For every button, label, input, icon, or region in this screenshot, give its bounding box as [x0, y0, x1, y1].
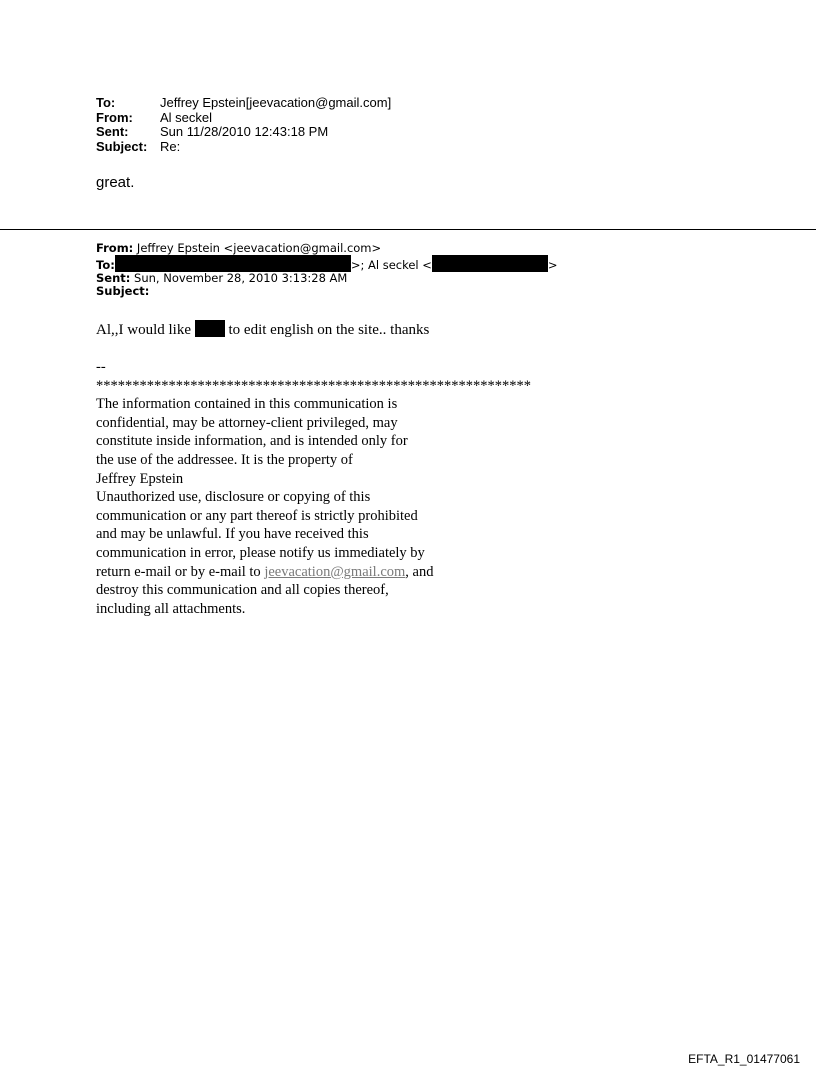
signature-stars: ************************************************************	[96, 377, 531, 394]
document-id: EFTA_R1_01477061	[688, 1052, 800, 1066]
divider	[0, 229, 816, 230]
signature-line: and may be unlawful. If you have received this	[96, 526, 369, 543]
from-value: Al seckel	[160, 109, 213, 125]
quoted-from-label: From:	[96, 241, 134, 255]
sent-value: Sun 11/28/2010 12:43:18 PM	[160, 124, 329, 139]
subject-value: Re:	[160, 138, 181, 154]
signature-line: communication in error, please notify us immediately by	[96, 544, 425, 561]
subject-label: Subject:	[96, 138, 148, 154]
signature-block	[96, 358, 531, 618]
reply-body: great.	[96, 174, 135, 191]
signature-line: constitute inside information, and is intended only for	[96, 433, 408, 450]
signature-line: Jeffrey Epstein	[96, 470, 184, 487]
from-row	[96, 111, 391, 126]
signature-line: communication or any part thereof is strictly prohibited	[96, 507, 418, 524]
quoted-subject-row	[96, 285, 558, 298]
sent-label: Sent:	[96, 124, 129, 139]
quoted-sent-row	[96, 272, 558, 285]
quoted-to-middle: >; Al seckel <	[350, 258, 432, 272]
email-link[interactable]: jeevacation@gmail.com	[264, 563, 406, 580]
redaction-box	[195, 320, 225, 337]
redaction-box	[115, 255, 351, 272]
quoted-text-before: Al,,I would like	[96, 322, 195, 338]
quoted-text-after: to edit english on the site.. thanks	[224, 322, 430, 338]
signature-line: confidential, may be attorney-client privileged, may	[96, 414, 398, 431]
from-label: From:	[96, 109, 133, 125]
quoted-from-value: Jeffrey Epstein <jeevacation@gmail.com>	[133, 241, 382, 255]
to-row	[96, 96, 391, 111]
quoted-to-row	[96, 255, 558, 272]
quoted-to-label: To:	[96, 258, 115, 272]
signature-return-line	[96, 563, 531, 582]
signature-line: the use of the addressee. It is the property of	[96, 451, 353, 468]
to-label: To:	[96, 95, 116, 110]
redaction-box	[432, 255, 548, 272]
signature-line: The information contained in this communication is	[96, 396, 398, 413]
sent-row	[96, 125, 391, 140]
quoted-to-end: >	[547, 258, 558, 272]
to-value: Jeffrey Epstein[jeevacation@gmail.com]	[160, 95, 392, 110]
quoted-header	[96, 242, 558, 298]
signature-line: destroy this communication and all copies thereof,	[96, 582, 389, 599]
email-header	[96, 96, 391, 154]
quoted-subject-label: Subject:	[96, 284, 150, 298]
subject-row	[96, 140, 391, 155]
quoted-sent-value: Sun, November 28, 2010 3:13:28 AM	[130, 271, 348, 285]
return-text-after: , and	[405, 563, 434, 580]
quoted-message	[96, 320, 429, 339]
signature-line: including all attachments.	[96, 600, 246, 617]
quoted-from-row	[96, 242, 558, 255]
signature-line: Unauthorized use, disclosure or copying of this	[96, 489, 371, 506]
quoted-sent-label: Sent:	[96, 271, 131, 285]
return-text: return e-mail or by e-mail to	[96, 563, 265, 580]
signature-dashes: --	[96, 359, 106, 375]
